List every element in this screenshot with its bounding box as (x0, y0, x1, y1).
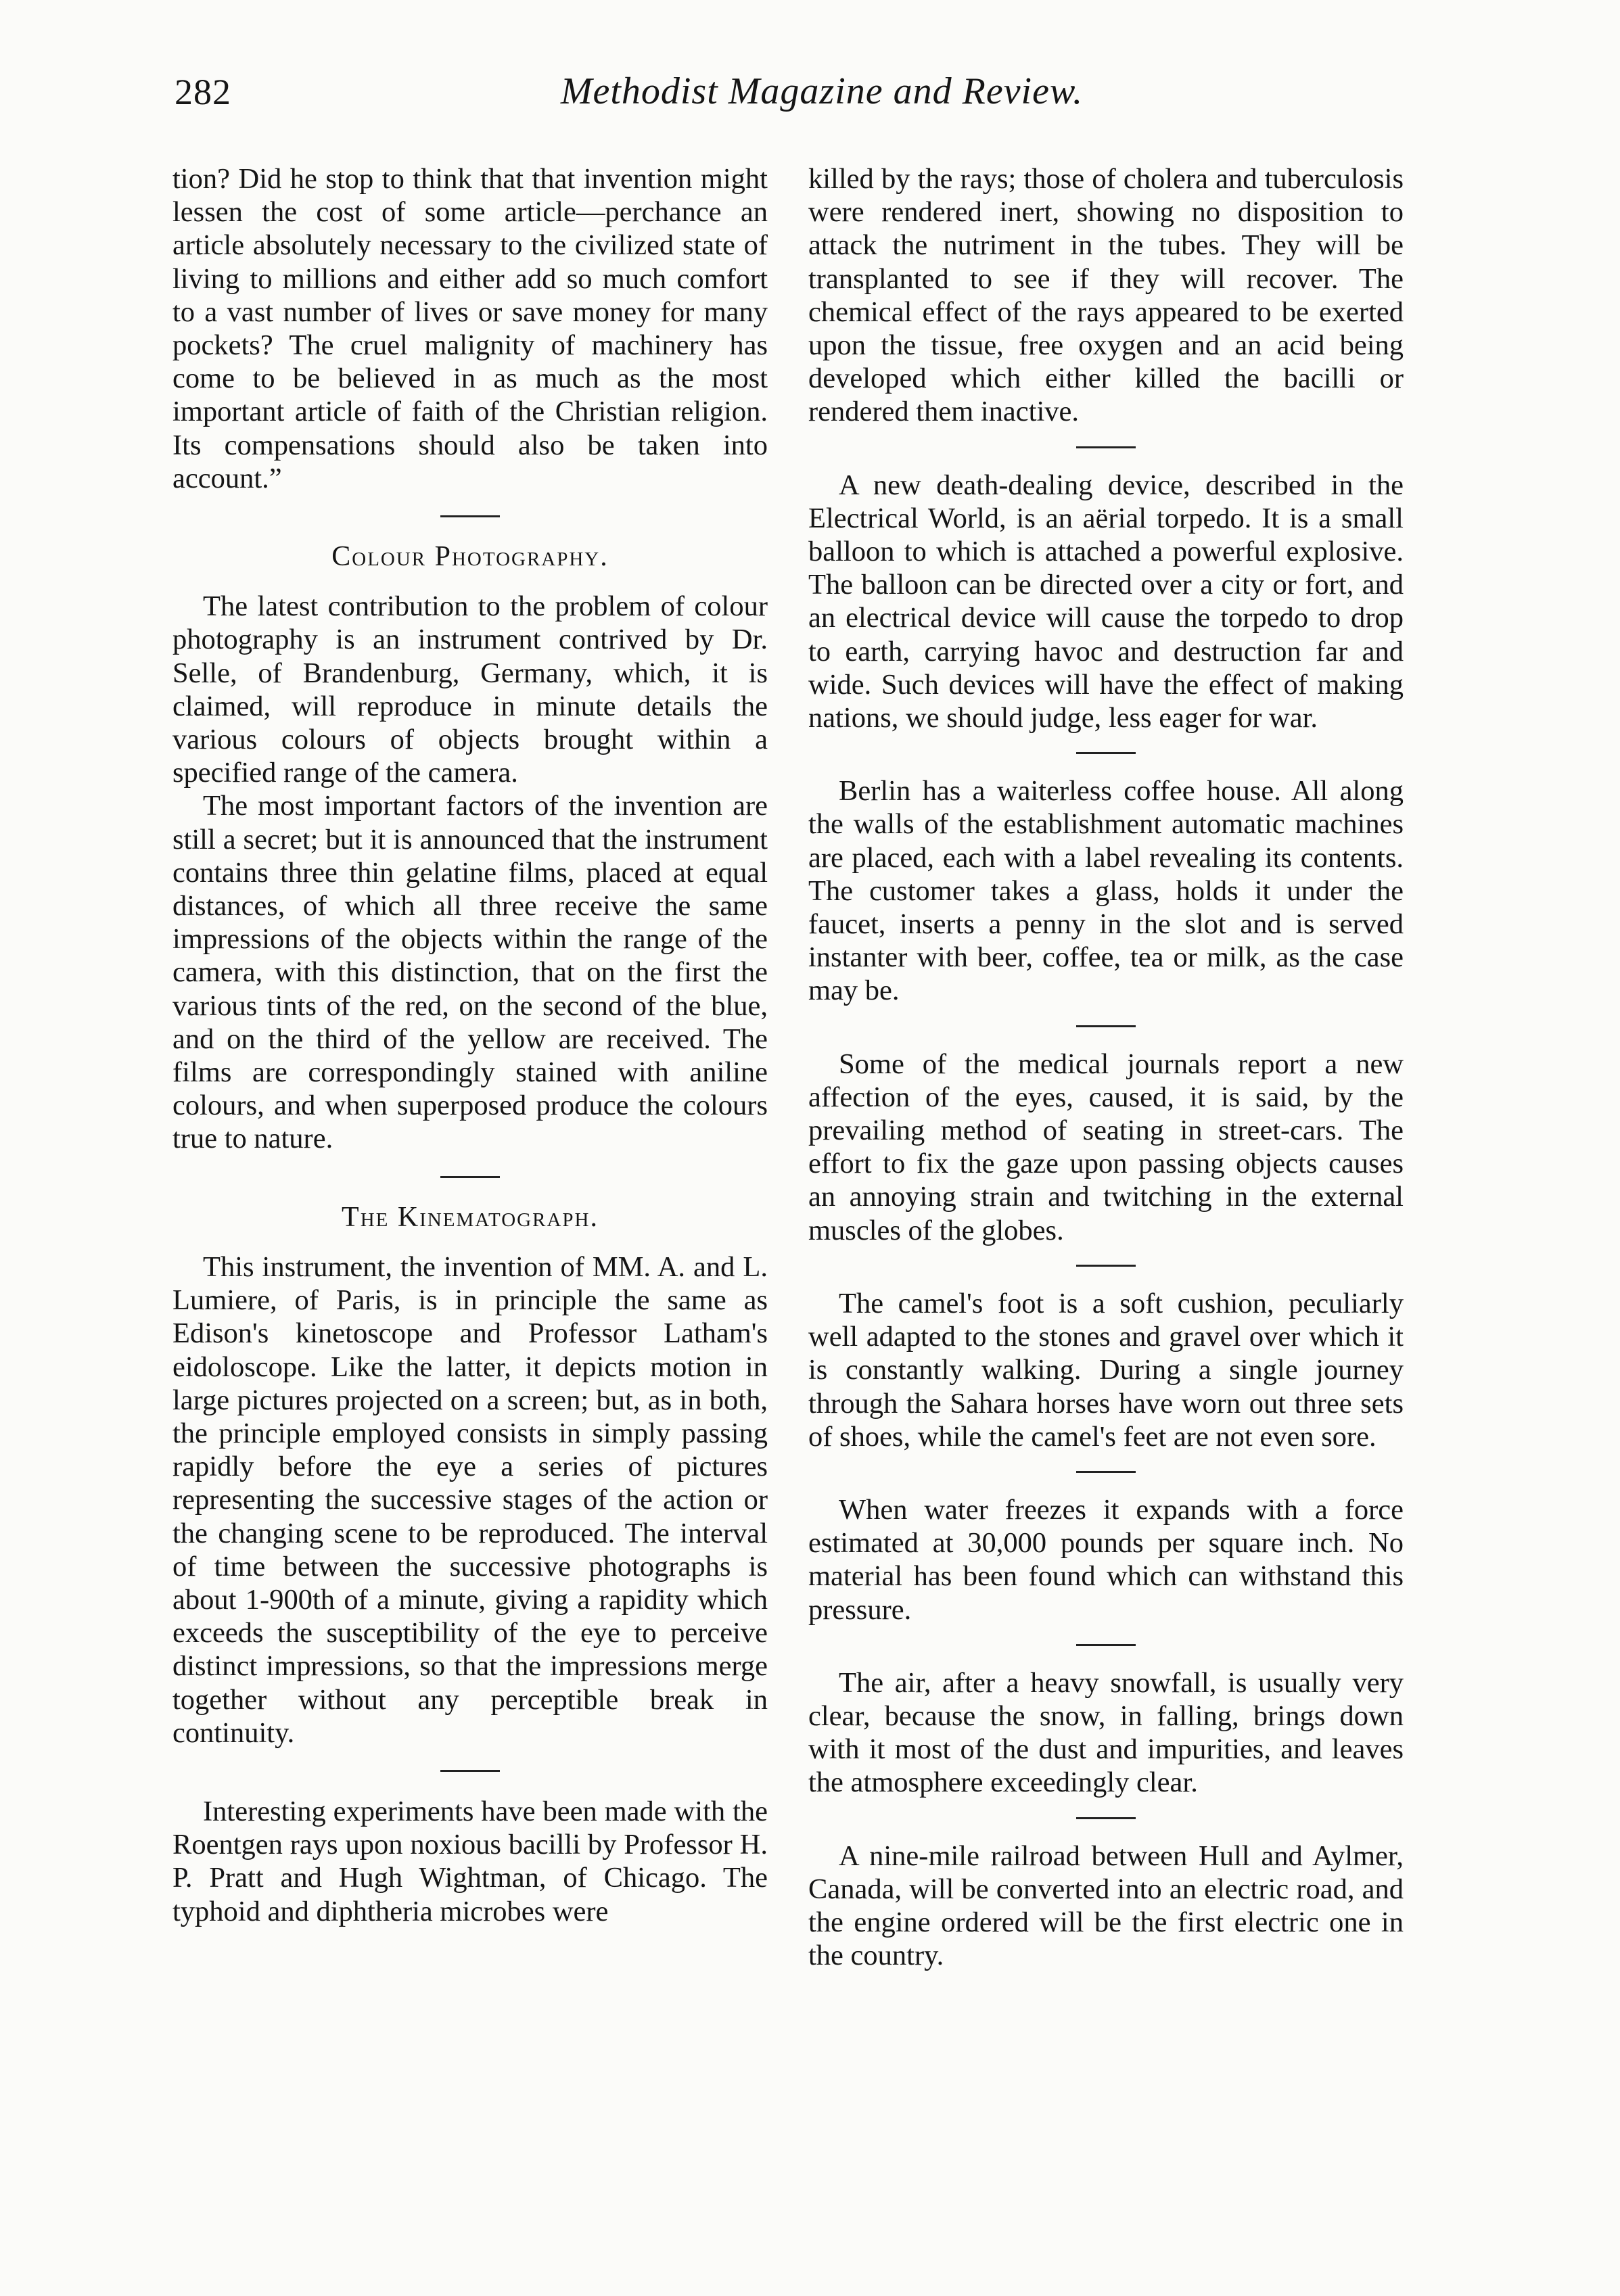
page-header (135, 64, 1407, 125)
roentgen-paragraph-continued: killed by the rays; those of cholera and tuberculosis were rendered inert, showing no disposition to attack the nutriment in the tubes. They will be transplanted to see if they will recover. The chemical effect of the rays appeared to be exerted upon the tissue, free oxygen and an acid being developed which either killed the bacilli or rendered them inactive. (808, 163, 1404, 428)
snowfall-paragraph: The air, after a heavy snowfall, is usually very clear, because the snow, in falling, brings down with it most of the dust and impurities, and leaves the atmosphere exceedingly clear. (808, 1666, 1404, 1799)
running-title: Methodist Magazine and Review. (560, 70, 1084, 112)
section-divider (1076, 446, 1136, 448)
section-divider (1076, 752, 1136, 754)
coffee-house-paragraph: Berlin has a waiterless coffee house. All along the walls of the establishment automatic machines are placed, each with a label revealing its contents. The customer takes a glass, holds it under the faucet, inserts a penny in the slot and is served instanter with beer, coffee, tea or milk, as the case may be. (808, 775, 1404, 1007)
colour-photography-heading: Colour Photography. (331, 541, 609, 573)
section-divider (1076, 1471, 1136, 1473)
section-divider (1076, 1025, 1136, 1027)
section-divider (1076, 1265, 1136, 1267)
roentgen-paragraph: Interesting experiments have been made with the Roentgen rays upon noxious bacilli by Professor H. P. Pratt and Hugh Wightman, of Chicago. The typhoid and diphtheria microbes were (172, 1795, 768, 1927)
colour-photography-paragraph-1: The latest contribution to the problem of colour photography is an instrument contrived by Dr. Selle, of Brandenburg, Germany, which, it is claimed, will reproduce in minute details the various colours of objects brought within a specified range of the camera. (172, 590, 768, 789)
kinematograph-paragraph: This instrument, the invention of MM. A. and L. Lumiere, of Paris, is in principle the same as Edison's kinetoscope and Professor Latham's eidoloscope. Like the latter, it depicts motion in large pictures projected on a screen; but, as in both, the principle employed consists in simply passing rapidly before the eye a series of pictures representing the successive stages of the action or the changing scene to be reproduced. The interval of time between the successive photographs is about 1-900th of a minute, giving a rapidity which exceeds the susceptibility of the eye to perceive distinct impressions, so that the impressions merge together without any perceptible break in continuity. (172, 1250, 768, 1749)
eye-affection-paragraph: Some of the medical journals report a new affection of the eyes, caused, it is said, by the prevailing method of seating in street-cars. The effort to fix the gaze upon passing objects causes an annoying strain and twitching in the external muscles of the globes. (808, 1048, 1404, 1246)
section-divider (1076, 1817, 1136, 1819)
section-divider (1076, 1644, 1136, 1646)
page-number: 282 (175, 72, 231, 112)
colour-photography-paragraph-2: The most important factors of the invention are still a secret; but it is announced that the instrument contains three thin gelatine films, placed at equal distances, of which all three receive the same impressions of the objects within the range of the camera, with this distinction, that on the first the various tints of the red, on the second of the blue, and on the third of the yellow are received. The films are correspondingly stained with aniline colours, and when superposed produce the colours true to nature. (172, 790, 768, 1155)
right-column (808, 162, 1404, 1972)
kinematograph-heading: The Kinematograph. (342, 1201, 599, 1233)
electric-railroad-paragraph: A nine-mile railroad between Hull and Aylmer, Canada, will be converted into an electric road, and the engine ordered will be the first electric one in the country. (808, 1840, 1404, 1972)
camel-foot-paragraph: The camel's foot is a soft cushion, peculiarly well adapted to the stones and gravel over which it is constantly walking. During a single journey through the Sahara horses have worn out three sets of shoes, while the camel's feet are not even sore. (808, 1287, 1404, 1453)
section-divider (440, 1176, 500, 1178)
intro-paragraph: tion? Did he stop to think that that invention might lessen the cost of some article—perchance an article absolutely necessary to the civilized state of living to millions and either add so much comfort to a vast number of lives or save money for many pockets? The cruel malignity of machinery has come to be believed in as much as the most important article of faith of the Christian religion. Its compensations should also be taken into account.” (172, 163, 768, 494)
section-divider (440, 515, 500, 517)
aerial-torpedo-paragraph: A new death-dealing device, described in the Electrical World, is an aërial torpedo. It is a small balloon to which is attached a powerful explosive. The balloon can be directed over a city or fort, and an electrical device will cause the torpedo to drop to earth, carrying havoc and destruction far and wide. Such devices will have the effect of making nations, we should judge, less eager for war. (808, 469, 1404, 734)
left-column (172, 162, 768, 1928)
freezing-water-paragraph: When water freezes it expands with a force estimated at 30,000 pounds per square inch. No material has been found which can withstand this pressure. (808, 1493, 1404, 1626)
section-divider (440, 1770, 500, 1772)
